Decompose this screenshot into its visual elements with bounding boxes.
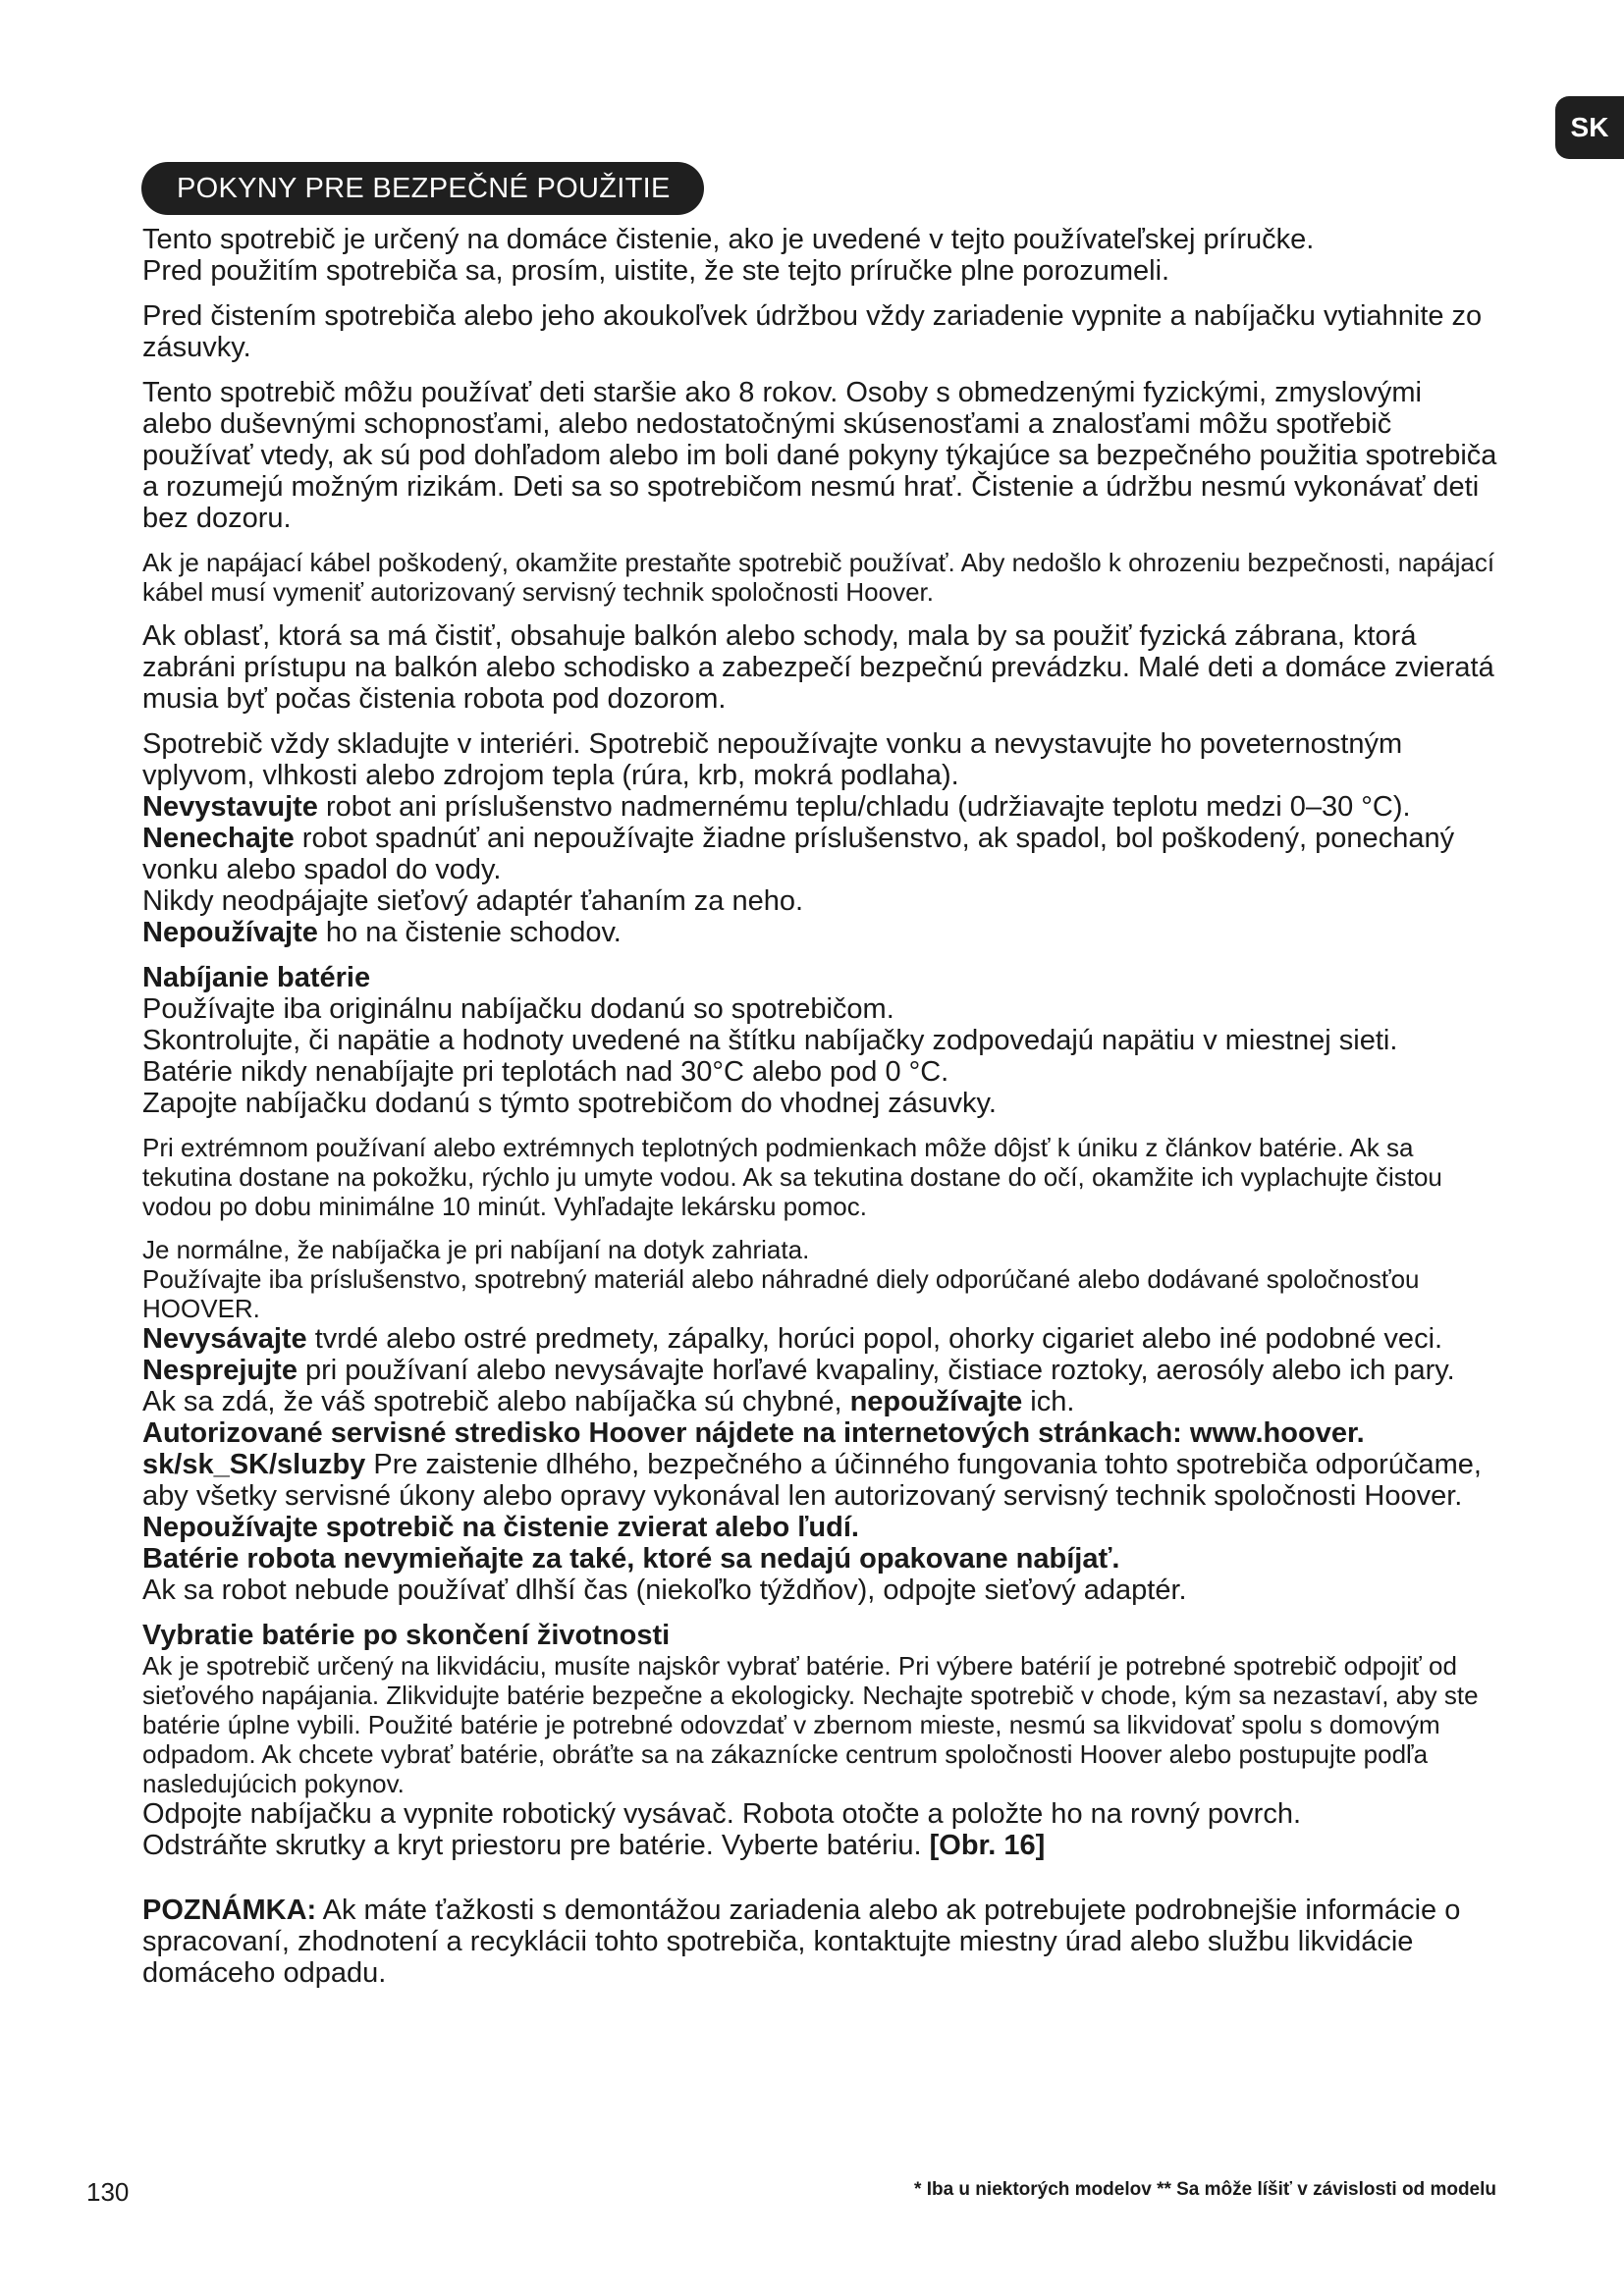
page-number: 130 <box>86 2177 130 2207</box>
paragraph <box>142 823 1497 885</box>
paragraph: Tento spotrebič je určený na domáce čistenie, ako je uvedené v tejto používateľskej príručke. <box>142 224 1315 255</box>
footer-note: * Iba u niektorých modelov ** Sa môže líšiť v závislosti od modelu <box>914 2179 1496 2200</box>
bold-text: Nevysávajte <box>142 1323 307 1355</box>
paragraph <box>142 1417 1497 1512</box>
text: Pre zaistenie dlhého, bezpečného a účinného fungovania tohto spotrebiča odporúčame, aby všetky servisné úkony alebo opravy vykonával len autorizovaný servisný technik spoločnosti Hoover. <box>142 1449 1482 1512</box>
figure-reference: [Obr. 16] <box>929 1830 1046 1861</box>
paragraph: Zapojte nabíjačku dodanú s týmto spotrebičom do vhodnej zásuvky. <box>142 1088 997 1119</box>
text: Odstráňte skrutky a kryt priestoru pre batérie. Vyberte batériu. <box>142 1830 930 1861</box>
paragraph: Spotrebič vždy skladujte v interiéri. Spotrebič nepoužívajte vonku a nevystavujte ho poveternostným vplyvom, vlhkosti alebo zdrojom tepla (rúra, krb, mokrá podlaha). <box>142 728 1403 791</box>
text: ich. <box>1022 1386 1075 1417</box>
text: robot spadnúť ani nepoužívajte žiadne príslušenstvo, ak spadol, bol poškodený, ponechaný vonku alebo spadol do vody. <box>142 823 1455 885</box>
paragraph: Pred použitím spotrebiča sa, prosím, uistite, že ste tejto príručke plne porozumeli. <box>142 255 1170 287</box>
text: pri používaní alebo nevysávajte horľavé kvapaliny, čistiace roztoky, aerosóly alebo ich pary. <box>297 1355 1455 1386</box>
safety-instructions <box>142 224 1497 1989</box>
bold-text: Nenechajte <box>142 823 295 854</box>
paragraph: Používajte iba originálnu nabíjačku dodanú so spotrebičom. <box>142 993 894 1025</box>
paragraph: Je normálne, že nabíjačka je pri nabíjaní na dotyk zahriata. <box>142 1235 810 1264</box>
subheading-battery-charging: Nabíjanie batérie <box>142 962 371 993</box>
note-paragraph <box>142 1895 1497 1989</box>
paragraph: Používajte iba príslušenstvo, spotrebný materiál alebo náhradné diely odporúčané alebo dodávané spoločnosťou HOOVER. <box>142 1264 1420 1323</box>
paragraph: Odpojte nabíjačku a vypnite robotický vysávač. Robota otočte a položte ho na rovný povrch. <box>142 1798 1302 1830</box>
paragraph: Ak je spotrebič určený na likvidáciu, musíte najskôr vybrať batérie. Pri výbere batérií je potrebné spotrebič odpojiť od sieťového napájania. Zlikvidujte batérie bezpečne a ekologicky. Nechajte spotrebič v chode, kým sa nezastaví, aby ste batérie úplne vybili. Použité batérie je potrebné odovzdať v zbernom mieste, nesmú sa likvidovať spolu s domovým odpadom. Ak chcete vybrať batérie, obráťte sa na zákaznícke centrum spoločnosti Hoover alebo postupujte podľa nasledujúcich pokynov. <box>142 1651 1479 1798</box>
paragraph: Batérie nikdy nenabíjajte pri teplotách nad 30°C alebo pod 0 °C. <box>142 1056 949 1088</box>
paragraph: Ak je napájací kábel poškodený, okamžite prestaňte spotrebič používať. Aby nedošlo k ohrozeniu bezpečnosti, napájací kábel musí vymeniť autorizovaný servisný technik spoločnosti Hoover. <box>142 548 1495 607</box>
paragraph: Tento spotrebič môžu používať deti staršie ako 8 rokov. Osoby s obmedzenými fyzickými, zmyslovými alebo duševnými schopnosťami, alebo nedostatočnými skúsenosťami a znalosťami môžu spotřebič používať vtedy, ak sú pod dohľadom alebo im boli dané pokyny týkajúce sa bezpečného použitia spotrebiča a rozumejú možným rizikám. Deti sa so spotrebičom nesmú hrať. Čistenie a údržbu nesmú vykonávať deti bez dozoru. <box>142 377 1497 534</box>
text: robot ani príslušenstvo nadmernému teplu/chladu (udržiavajte teplotu medzi 0–30 °C). <box>317 791 1411 823</box>
paragraph <box>142 1355 1497 1386</box>
paragraph: Batérie robota nevymieňajte za také, ktoré sa nedajú opakovane nabíjať. <box>142 1543 1120 1575</box>
section-heading: POKYNY PRE BEZPEČNÉ POUŽITIE <box>141 162 704 215</box>
bold-text: nepoužívajte <box>849 1386 1023 1417</box>
paragraph: Ak sa robot nebude používať dlhší čas (niekoľko týždňov), odpojte sieťový adaptér. <box>142 1575 1187 1606</box>
text: Ak máte ťažkosti s demontážou zariadenia alebo ak potrebujete podrobnejšie informácie o spracovaní, zhodnotení a recyklácii tohto spotrebiča, kontaktujte miestny úrad alebo službu likvidácie domáceho odpadu. <box>142 1895 1461 1989</box>
text: ho na čistenie schodov. <box>317 917 622 948</box>
paragraph <box>142 1830 1497 1861</box>
text: tvrdé alebo ostré predmety, zápalky, horúci popol, ohorky cigariet alebo iné podobné veci. <box>306 1323 1443 1355</box>
note-label: POZNÁMKA: <box>142 1895 317 1926</box>
paragraph <box>142 791 1497 823</box>
text: Ak sa zdá, že váš spotrebič alebo nabíjačka sú chybné, <box>142 1386 850 1417</box>
service-link-text: Autorizované servisné stredisko Hoover nájdete na internetových stránkach: www.hoover. sk/sk_SK/sluzby <box>142 1417 1365 1480</box>
paragraph <box>142 1386 1497 1417</box>
paragraph: Pred čistením spotrebiča alebo jeho akoukoľvek údržbou vždy zariadenie vypnite a nabíjačku vytiahnite zo zásuvky. <box>142 300 1483 363</box>
bold-text: Nevystavujte <box>142 791 318 823</box>
bold-text: Nepoužívajte <box>142 917 318 948</box>
paragraph <box>142 1323 1497 1355</box>
paragraph: Skontrolujte, či napätie a hodnoty uvedené na štítku nabíjačky zodpovedajú napätiu v miestnej sieti. <box>142 1025 1398 1056</box>
paragraph: Pri extrémnom používaní alebo extrémnych teplotných podmienkach môže dôjsť k úniku z článkov batérie. Ak sa tekutina dostane na pokožku, rýchlo ju umyte vodou. Ak sa tekutina dostane do očí, okamžite ich vyplachujte čistou vodou po dobu minimálne 10 minút. Vyhľadajte lekársku pomoc. <box>142 1133 1442 1221</box>
bold-text: Nesprejujte <box>142 1355 298 1386</box>
language-tab: SK <box>1555 96 1624 159</box>
paragraph <box>142 917 1497 948</box>
subheading-battery-removal: Vybratie batérie po skončení životnosti <box>142 1620 671 1651</box>
paragraph: Nepoužívajte spotrebič na čistenie zvierat alebo ľudí. <box>142 1512 859 1543</box>
paragraph: Ak oblasť, ktorá sa má čistiť, obsahuje balkón alebo schody, mala by sa použiť fyzická zábrana, ktorá zabráni prístupu na balkón alebo schodisko a zabezpečí bezpečnú prevádzku. Malé deti a domáce zvieratá musia byť počas čistenia robota pod dozorom. <box>142 620 1494 715</box>
paragraph: Nikdy neodpájajte sieťový adaptér ťahaním za neho. <box>142 885 804 917</box>
